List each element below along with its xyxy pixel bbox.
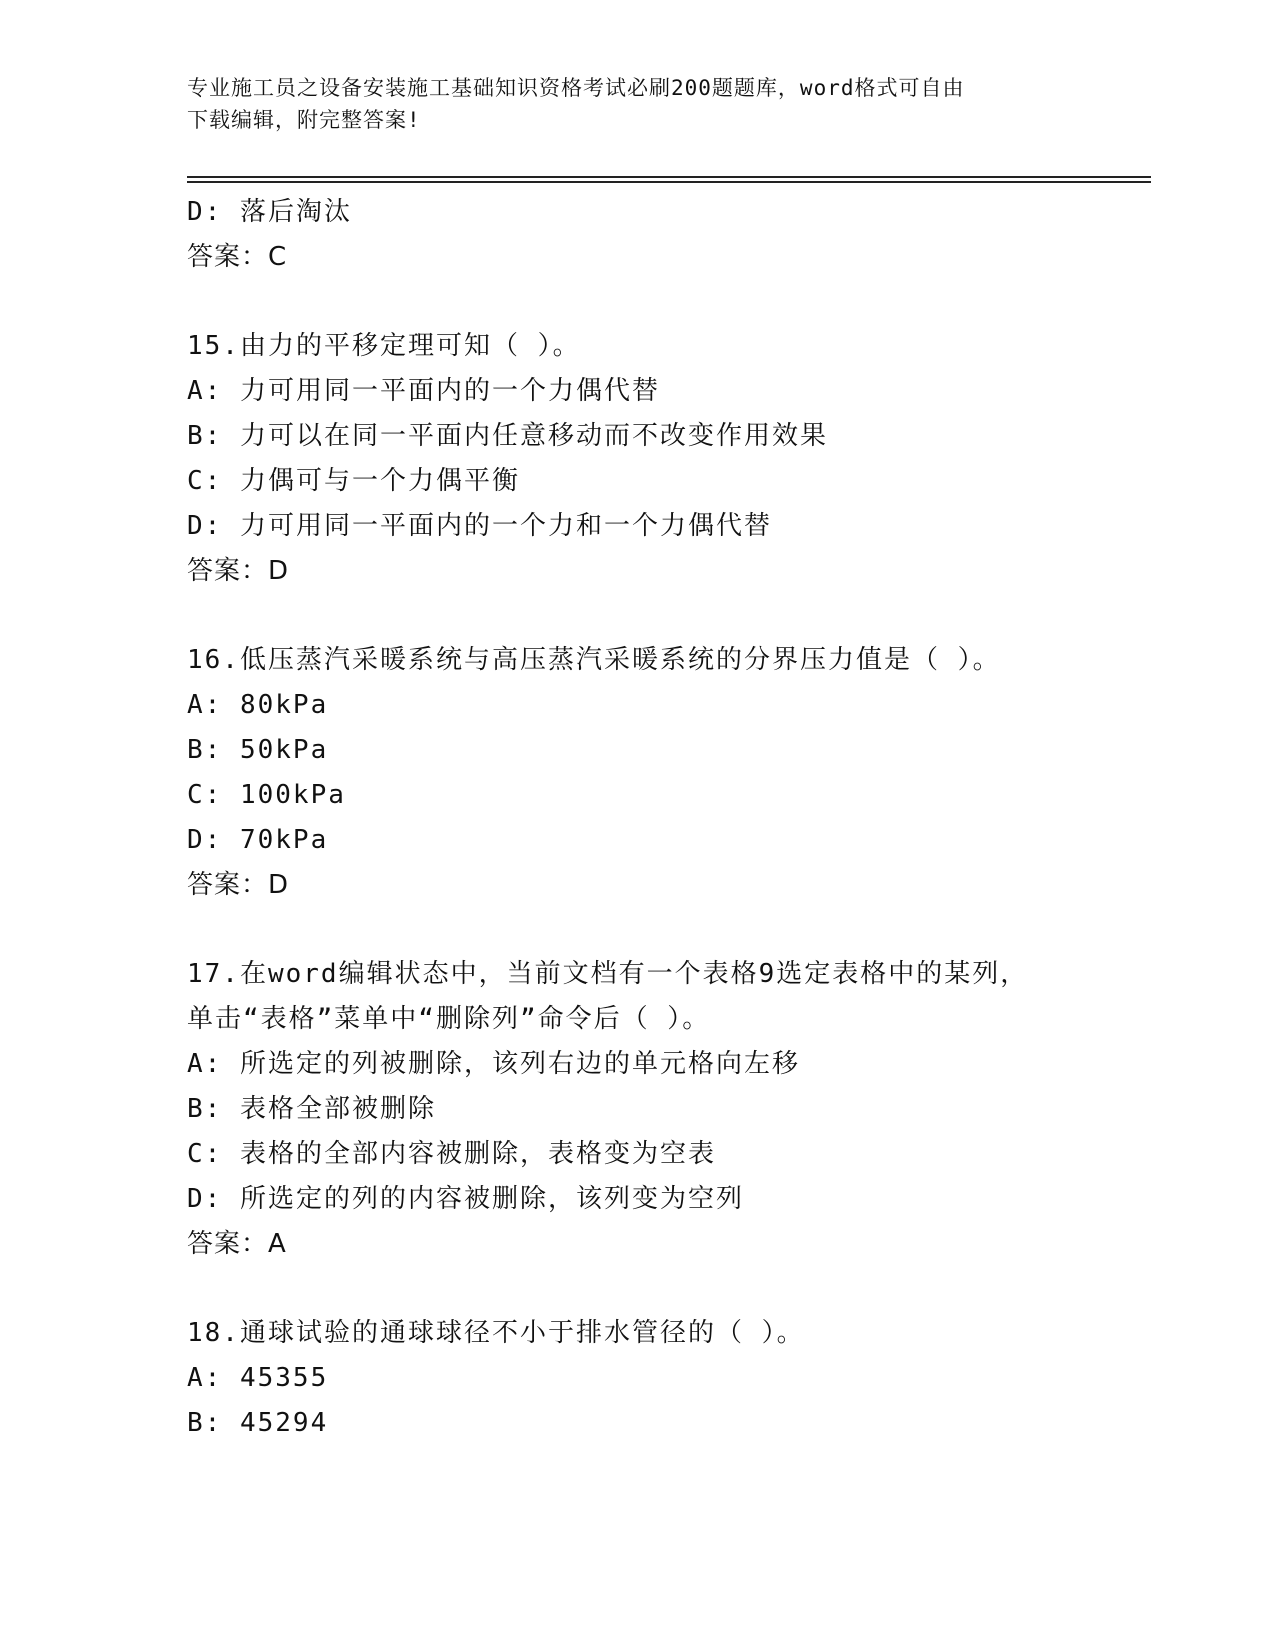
document-header [187,72,1067,136]
option-b: B: 50kPa [187,735,329,765]
answer-line: 答案：D [187,870,290,900]
header-line-2: 下载编辑，附完整答案! [187,108,421,132]
header-divider-top [187,176,1151,178]
option-a: A: 45355 [187,1363,329,1393]
header-divider-bottom [187,181,1151,183]
option-d: D: 70kPa [187,825,329,855]
question-stem: 16.低压蒸汽采暖系统与高压蒸汽采暖系统的分界压力值是（ ）。 [187,645,1001,675]
question-stem-line-2: 单击“表格”菜单中“删除列”命令后（ ）。 [187,1004,711,1034]
option-d: D: 落后淘汰 [187,197,352,227]
header-line-1: 专业施工员之设备安装施工基础知识资格考试必刷200题题库，word格式可自由 [187,76,965,100]
question-stem-line-1: 17.在word编辑状态中，当前文档有一个表格9选定表格中的某列， [187,959,1029,989]
option-b: B: 表格全部被删除 [187,1094,436,1124]
option-b: B: 45294 [187,1408,329,1438]
question-17 [187,952,1147,1267]
option-c: C: 100kPa [187,780,346,810]
question-18 [187,1311,1147,1446]
option-a: A: 80kPa [187,690,329,720]
option-a: A: 力可用同一平面内的一个力偶代替 [187,376,660,406]
previous-question-tail [187,190,1147,280]
option-c: C: 表格的全部内容被删除，表格变为空表 [187,1139,716,1169]
answer-line: 答案：D [187,556,290,586]
option-d: D: 力可用同一平面内的一个力和一个力偶代替 [187,511,772,541]
answer-line: 答案：C [187,242,288,272]
question-stem: 18.通球试验的通球球径不小于排水管径的（ ）。 [187,1318,805,1348]
question-15 [187,324,1147,594]
question-16 [187,638,1147,908]
option-d: D: 所选定的列的内容被删除，该列变为空列 [187,1184,744,1214]
option-c: C: 力偶可与一个力偶平衡 [187,466,520,496]
answer-line: 答案：A [187,1229,287,1259]
question-stem: 15.由力的平移定理可知（ ）。 [187,331,581,361]
document-body [187,190,1147,1446]
option-a: A: 所选定的列被删除，该列右边的单元格向左移 [187,1049,800,1079]
option-b: B: 力可以在同一平面内任意移动而不改变作用效果 [187,421,828,451]
